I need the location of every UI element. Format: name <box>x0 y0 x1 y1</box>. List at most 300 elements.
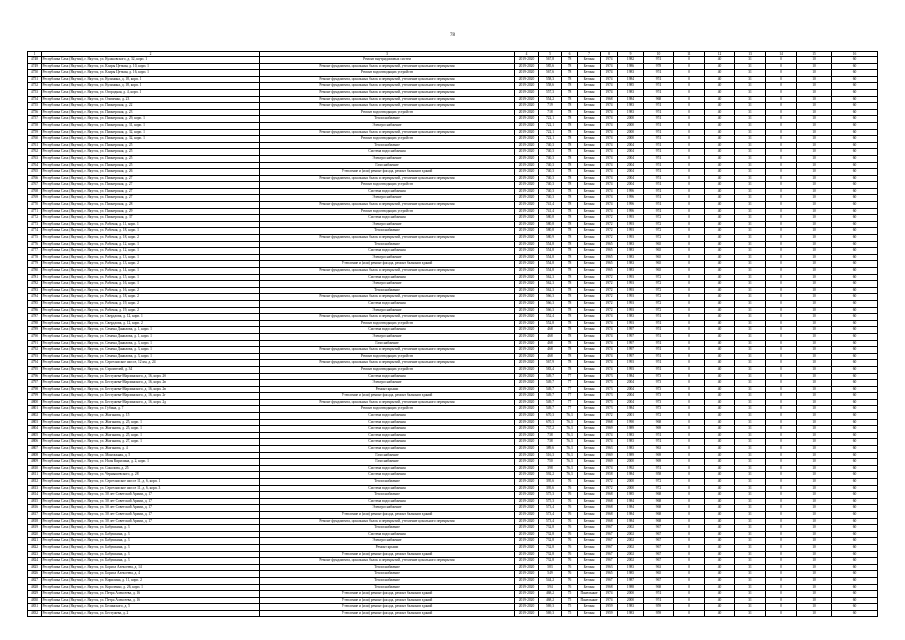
table-cell-col-8: 1973 <box>601 399 618 406</box>
table-cell-col-10: 974 <box>644 591 674 598</box>
table-cell-col-13: 31 <box>735 564 766 571</box>
table-cell-col-4: 2019-2020 <box>515 235 539 242</box>
table-cell-col-8: 1974 <box>601 327 618 334</box>
table-cell-col-12: 40 <box>705 221 735 228</box>
table-cell-col-16: 60 <box>832 268 878 275</box>
table-cell-col-9: 1996 <box>618 202 644 209</box>
table-cell-col-6: 76,3 <box>562 432 578 439</box>
table-cell-col-15: 10 <box>797 531 832 538</box>
table-cell-col-14: 0 <box>766 498 797 505</box>
table-cell-col-5: 585,6 <box>539 63 562 70</box>
table-cell-col-12: 40 <box>705 327 735 334</box>
table-cell-col-15: 10 <box>797 281 832 288</box>
table-cell-col-2: Республика Саха (Якутия), г. Якутск, ул. Бабушкина, д. 3 <box>42 544 260 551</box>
table-cell-col-9: 2002 <box>618 525 644 532</box>
table-cell-col-4: 2019-2020 <box>515 610 539 617</box>
table-cell-col-1: 4760 <box>28 136 42 143</box>
table-cell-col-15: 10 <box>797 366 832 373</box>
table-cell-col-15: 10 <box>797 122 832 129</box>
table-row <box>28 366 878 373</box>
table-cell-col-12: 40 <box>705 485 735 492</box>
table-cell-col-8: 1974 <box>601 465 618 472</box>
table-cell-col-5: 718 <box>539 109 562 116</box>
table-cell-col-1: 4795 <box>28 366 42 373</box>
table-cell-col-11: 0 <box>674 492 705 499</box>
table-cell-col-3: Ремонт фундамента, цокольных балок и перекрытий, утепление цокольного перекрытия <box>260 347 515 354</box>
table-cell-col-2: Республика Саха (Якутия), г. Якутск, ул. Бестужева-Марлинского, д. 16, корп. 2б <box>42 373 260 380</box>
table-cell-col-8: 1974 <box>601 122 618 129</box>
table-cell-col-14: 0 <box>766 63 797 70</box>
table-cell-col-2: Республика Саха (Якутия), г. Якутск, ул. Бестужева-Марлинского, д. 16, корп. 2г <box>42 393 260 400</box>
table-cell-col-2: Республика Саха (Якутия), г. Якутск, ул. Жиганова, д. 25, корп. 1 <box>42 426 260 433</box>
table-cell-col-15: 10 <box>797 479 832 486</box>
table-cell-col-7: Бетонн <box>578 175 601 182</box>
table-cell-col-6: 78 <box>562 215 578 222</box>
table-cell-col-7: Бетонн <box>578 360 601 367</box>
table-cell-col-9: 1997 <box>618 327 644 334</box>
table-cell-col-6: 76 <box>562 564 578 571</box>
table-cell-col-8: 1974 <box>601 195 618 202</box>
table-cell-col-3: Система водоснабжения <box>260 215 515 222</box>
table-cell-col-9: 1983 <box>618 564 644 571</box>
table-cell-col-14: 0 <box>766 155 797 162</box>
table-cell-col-8: 1969 <box>601 459 618 466</box>
table-cell-col-2: Республика Саха (Якутия), г. Якутск, ул. Пионерская, д. 25 <box>42 149 260 156</box>
table-cell-col-7: Бетонн <box>578 472 601 479</box>
table-cell-col-7: Бетонн <box>578 485 601 492</box>
table-cell-col-6: 76,3 <box>562 413 578 420</box>
table-cell-col-5: 740,3 <box>539 162 562 169</box>
table-cell-col-16: 60 <box>832 89 878 96</box>
table-cell-col-2: Республика Саха (Якутия), г. Якутск, ул. Жиганова, д. 25, корп. 1 <box>42 432 260 439</box>
table-cell-col-5: 558,6 <box>539 83 562 90</box>
table-cell-col-7: Бетонн <box>578 479 601 486</box>
table-cell-col-12: 40 <box>705 492 735 499</box>
table-row <box>28 162 878 169</box>
table-cell-col-5: 567,8 <box>539 57 562 64</box>
table-cell-col-10: 965 <box>644 261 674 268</box>
table-cell-col-2: Республика Саха (Якутия), г. Якутск, ул. Бабушкина, д. 3 <box>42 558 260 565</box>
table-cell-col-6: 78 <box>562 340 578 347</box>
table-cell-col-9: 2004 <box>618 155 644 162</box>
table-cell-col-1: 4794 <box>28 360 42 367</box>
page-number: 78 <box>450 33 455 38</box>
table-cell-col-10: 972 <box>644 274 674 281</box>
table-cell-col-4: 2019-2020 <box>515 215 539 222</box>
table-cell-col-6: 78 <box>562 103 578 110</box>
table-cell-col-7: Бетонн <box>578 195 601 202</box>
table-row <box>28 202 878 209</box>
table-cell-col-10: 973 <box>644 373 674 380</box>
table-cell-col-9: 1984 <box>618 472 644 479</box>
table-cell-col-16: 60 <box>832 406 878 413</box>
table-cell-col-7: Бетонн <box>578 254 601 261</box>
table-cell-col-8: 1974 <box>601 188 618 195</box>
table-cell-col-14: 0 <box>766 136 797 143</box>
table-cell-col-3: Электроснабжение <box>260 307 515 314</box>
table-cell-col-12: 40 <box>705 57 735 64</box>
table-cell-col-16: 60 <box>832 83 878 90</box>
table-cell-col-2: Республика Саха (Якутия), г. Якутск, ул. Пионерская, д. 27 <box>42 195 260 202</box>
table-cell-col-11: 0 <box>674 235 705 242</box>
table-cell-col-13: 31 <box>735 413 766 420</box>
table-cell-col-10: 972 <box>644 281 674 288</box>
table-cell-col-5: 740,3 <box>539 182 562 189</box>
table-cell-col-16: 60 <box>832 472 878 479</box>
table-cell-col-6: 78 <box>562 300 578 307</box>
table-cell-col-15: 10 <box>797 432 832 439</box>
table-cell-col-16: 60 <box>832 419 878 426</box>
table-cell-col-4: 2019-2020 <box>515 439 539 446</box>
table-cell-col-12: 40 <box>705 544 735 551</box>
table-cell-col-16: 60 <box>832 439 878 446</box>
table-cell-col-16: 60 <box>832 446 878 453</box>
table-cell-col-6: 78 <box>562 208 578 215</box>
table-cell-col-8: 1967 <box>601 538 618 545</box>
table-cell-col-4: 2019-2020 <box>515 83 539 90</box>
table-cell-col-12: 40 <box>705 604 735 611</box>
table-cell-col-7: Бетонн <box>578 268 601 275</box>
table-cell-col-11: 0 <box>674 221 705 228</box>
table-cell-col-16: 60 <box>832 320 878 327</box>
table-cell-col-16: 60 <box>832 511 878 518</box>
table-cell-col-3: Ремонт водоотводящих устройств <box>260 182 515 189</box>
table-cell-col-15: 10 <box>797 287 832 294</box>
table-cell-col-6: 76 <box>562 544 578 551</box>
table-cell-col-10: 968 <box>644 518 674 525</box>
table-cell-col-12: 40 <box>705 63 735 70</box>
table-cell-col-11: 0 <box>674 136 705 143</box>
table-cell-col-16: 60 <box>832 122 878 129</box>
table-row <box>28 228 878 235</box>
table-cell-col-13: 31 <box>735 571 766 578</box>
table-cell-col-5: 737,2 <box>539 426 562 433</box>
table-cell-col-6: 78 <box>562 235 578 242</box>
table-cell-col-6: 78 <box>562 294 578 301</box>
table-cell-col-1: 4761 <box>28 142 42 149</box>
table-cell-col-9: 2004 <box>618 380 644 387</box>
table-cell-col-3: Ремонт водоотводящих устройств <box>260 109 515 116</box>
table-cell-col-15: 10 <box>797 597 832 604</box>
table-cell-col-4: 2019-2020 <box>515 525 539 532</box>
table-cell-col-15: 10 <box>797 228 832 235</box>
table-row <box>28 439 878 446</box>
table-cell-col-3: Ремонт фундамента, цокольных балок и перекрытий, утепление цокольного перекрытия <box>260 103 515 110</box>
table-cell-col-15: 10 <box>797 162 832 169</box>
table-cell-col-7: Бетонн <box>578 459 601 466</box>
table-cell-col-6: 77 <box>562 373 578 380</box>
table-cell-col-10: 974 <box>644 208 674 215</box>
table-cell-col-10: 974 <box>644 122 674 129</box>
table-cell-col-1: 4831 <box>28 604 42 611</box>
table-cell-col-1: 4788 <box>28 320 42 327</box>
table-cell-col-2: Республика Саха (Якутия), г. Якутск, ул. Бориса Алексеева, д. 14 <box>42 564 260 571</box>
table-cell-col-12: 40 <box>705 83 735 90</box>
table-cell-col-2: Республика Саха (Якутия), г. Якутск, ул. Кузьмина, д. 18, корп. 1 <box>42 76 260 83</box>
table-cell-col-11: 0 <box>674 274 705 281</box>
table-cell-col-8: 1974 <box>601 432 618 439</box>
table-cell-col-7: Бетонн <box>578 142 601 149</box>
table-cell-col-15: 10 <box>797 571 832 578</box>
table-cell-col-3: Ремонт крыши <box>260 544 515 551</box>
table-cell-col-14: 0 <box>766 228 797 235</box>
table-cell-col-7: Бетонн <box>578 122 601 129</box>
table-cell-col-16: 60 <box>832 610 878 617</box>
table-cell-col-7: Бетонн <box>578 333 601 340</box>
table-cell-col-9: 2001 <box>618 413 644 420</box>
table-cell-col-13: 31 <box>735 399 766 406</box>
table-cell-col-1: 4787 <box>28 314 42 321</box>
column-number-15: 15 <box>797 52 832 57</box>
table-cell-col-7: Бетонн <box>578 525 601 532</box>
table-cell-col-8: 1969 <box>601 426 618 433</box>
table-cell-col-13: 31 <box>735 57 766 64</box>
table-cell-col-5: 732,8 <box>539 544 562 551</box>
table-cell-col-4: 2019-2020 <box>515 254 539 261</box>
table-cell-col-7: Бетонн <box>578 413 601 420</box>
table-cell-col-11: 0 <box>674 188 705 195</box>
table-cell-col-3: Ремонт фундамента, цокольных балок и перекрытий, утепление цокольного перекрытия <box>260 399 515 406</box>
table-cell-col-2: Республика Саха (Якутия), г. Якутск, ул. Пионерская, д. 29, корп. 1 <box>42 116 260 123</box>
table-cell-col-4: 2019-2020 <box>515 188 539 195</box>
table-cell-col-13: 31 <box>735 498 766 505</box>
table-cell-col-2: Республика Саха (Якутия), г. Якутск, ул. Петра Алексеева, д. 16 <box>42 591 260 598</box>
table-cell-col-15: 10 <box>797 446 832 453</box>
table-cell-col-16: 60 <box>832 57 878 64</box>
table-cell-col-7: Бетонн <box>578 452 601 459</box>
table-cell-col-2: Республика Саха (Якутия), г. Якутск, ул. Кирилина, д. 11, корп. 2 <box>42 577 260 584</box>
table-cell-col-8: 1972 <box>601 287 618 294</box>
table-row <box>28 406 878 413</box>
table-cell-col-7: Бетонн <box>578 564 601 571</box>
table-cell-col-1: 4825 <box>28 564 42 571</box>
table-cell-col-3: Электроснабжение <box>260 281 515 288</box>
column-number-5: 5 <box>539 52 562 57</box>
table-cell-col-3: Ремонт крыши <box>260 386 515 393</box>
table-cell-col-10: 974 <box>644 129 674 136</box>
table-cell-col-1: 4759 <box>28 129 42 136</box>
table-cell-col-14: 0 <box>766 373 797 380</box>
table-cell-col-5: 516,3 <box>539 452 562 459</box>
table-cell-col-14: 0 <box>766 314 797 321</box>
table-cell-col-16: 60 <box>832 353 878 360</box>
table-cell-col-9: 1984 <box>618 373 644 380</box>
table-cell-col-3: Ремонт фундамента, цокольных балок и перекрытий, утепление цокольного перекрытия <box>260 129 515 136</box>
table-cell-col-1: 4752 <box>28 83 42 90</box>
table-cell-col-16: 60 <box>832 155 878 162</box>
table-cell-col-11: 0 <box>674 103 705 110</box>
table-cell-col-1: 4779 <box>28 261 42 268</box>
table-cell-col-10: 969 <box>644 426 674 433</box>
table-cell-col-13: 31 <box>735 235 766 242</box>
table-cell-col-7: Бетонн <box>578 498 601 505</box>
table-cell-col-15: 10 <box>797 498 832 505</box>
table-row <box>28 83 878 90</box>
table-cell-col-5: 740,3 <box>539 175 562 182</box>
table-cell-col-9: 1993 <box>618 366 644 373</box>
table-cell-col-1: 4832 <box>28 610 42 617</box>
table-cell-col-4: 2019-2020 <box>515 551 539 558</box>
table-cell-col-14: 0 <box>766 235 797 242</box>
table-cell-col-3: Система водоснабжения <box>260 439 515 446</box>
table-cell-col-16: 60 <box>832 202 878 209</box>
table-cell-col-7: Бетонн <box>578 386 601 393</box>
table-cell-col-10: 974 <box>644 149 674 156</box>
table-cell-col-5: 594 <box>539 584 562 591</box>
table-cell-col-8: 1968 <box>601 584 618 591</box>
table-row <box>28 558 878 565</box>
table-cell-col-13: 31 <box>735 294 766 301</box>
table-cell-col-5: 583,4 <box>539 366 562 373</box>
table-cell-col-4: 2019-2020 <box>515 314 539 321</box>
table-cell-col-9: 1983 <box>618 248 644 255</box>
table-cell-col-5: 670,3 <box>539 413 562 420</box>
table-cell-col-2: Республика Саха (Якутия), г. Якутск, ул. Свердлова, д. 12, корп. 1 <box>42 314 260 321</box>
table-cell-col-4: 2019-2020 <box>515 136 539 143</box>
table-cell-col-13: 31 <box>735 446 766 453</box>
table-row <box>28 386 878 393</box>
table-cell-col-5: 738 <box>539 432 562 439</box>
table-cell-col-5: 566,3 <box>539 300 562 307</box>
table-cell-col-15: 10 <box>797 89 832 96</box>
table-cell-col-2: Республика Саха (Якутия), г. Якутск, ул. Соколова, д. 25 <box>42 465 260 472</box>
table-cell-col-9: 2000 <box>618 479 644 486</box>
table-cell-col-10: 959 <box>644 610 674 617</box>
table-cell-col-9: 1983 <box>618 439 644 446</box>
table-cell-col-11: 0 <box>674 610 705 617</box>
table-cell-col-4: 2019-2020 <box>515 221 539 228</box>
table-cell-col-12: 40 <box>705 169 735 176</box>
table-cell-col-9: 1996 <box>618 188 644 195</box>
table-cell-col-10: 974 <box>644 116 674 123</box>
table-cell-col-3: Система водоснабжения <box>260 373 515 380</box>
table-cell-col-16: 60 <box>832 307 878 314</box>
table-cell-col-3: Теплоснабжение <box>260 492 515 499</box>
table-cell-col-15: 10 <box>797 426 832 433</box>
table-cell-col-9: 1993 <box>618 215 644 222</box>
table-cell-col-1: 4818 <box>28 518 42 525</box>
table-cell-col-2: Республика Саха (Якутия), г. Якутск, ул. Рабочая, д. 18, корп. 2 <box>42 235 260 242</box>
table-cell-col-15: 10 <box>797 505 832 512</box>
table-cell-col-2: Республика Саха (Якутия), г. Якутск, ул. Бабушкина, д. 3 <box>42 551 260 558</box>
table-cell-col-8: 1974 <box>601 353 618 360</box>
table-cell-col-14: 0 <box>766 175 797 182</box>
table-row <box>28 142 878 149</box>
table-cell-col-15: 10 <box>797 208 832 215</box>
table-cell-col-8: 1973 <box>601 386 618 393</box>
table-cell-col-15: 10 <box>797 294 832 301</box>
table-cell-col-13: 31 <box>735 518 766 525</box>
table-cell-col-1: 4751 <box>28 76 42 83</box>
table-cell-col-5: 740,3 <box>539 155 562 162</box>
table-cell-col-6: 78 <box>562 142 578 149</box>
table-cell-col-7: Бетонн <box>578 235 601 242</box>
table-cell-col-2: Республика Саха (Якутия), г. Якутск, ул. Жиганова, д. 15 <box>42 413 260 420</box>
table-cell-col-3: Система водоснабжения <box>260 498 515 505</box>
table-cell-col-6: 78 <box>562 195 578 202</box>
table-cell-col-3: Теплоснабжение <box>260 571 515 578</box>
table-row <box>28 215 878 222</box>
table-row <box>28 564 878 571</box>
table-cell-col-10: 967 <box>644 538 674 545</box>
table-cell-col-4: 2019-2020 <box>515 498 539 505</box>
table-cell-col-3: Утепление и (или) ремонт фасада, ремонт балконов зданий <box>260 511 515 518</box>
table-cell-col-1: 4780 <box>28 268 42 275</box>
table-cell-col-8: 1965 <box>601 268 618 275</box>
table-cell-col-5: 552,8 <box>539 320 562 327</box>
table-cell-col-16: 60 <box>832 287 878 294</box>
table-cell-col-1: 4803 <box>28 419 42 426</box>
table-cell-col-10: 967 <box>644 544 674 551</box>
table-cell-col-16: 60 <box>832 63 878 70</box>
table-cell-col-16: 60 <box>832 558 878 565</box>
table-cell-col-3: Электроснабжение <box>260 333 515 340</box>
table-cell-col-8: 1968 <box>601 96 618 103</box>
table-cell-col-4: 2019-2020 <box>515 228 539 235</box>
table-cell-col-15: 10 <box>797 604 832 611</box>
table-cell-col-9: 2000 <box>618 459 644 466</box>
table-cell-col-8: 1959 <box>601 610 618 617</box>
table-cell-col-3: Система водоснабжения <box>260 413 515 420</box>
table-cell-col-3: Газоснабжение <box>260 452 515 459</box>
table-cell-col-9: 1984 <box>618 518 644 525</box>
table-cell-col-15: 10 <box>797 511 832 518</box>
table-cell-col-2: Республика Саха (Якутия), г. Якутск, ул. Рабочая, д. 19, корп. 2 <box>42 307 260 314</box>
table-row <box>28 591 878 598</box>
table-cell-col-11: 0 <box>674 584 705 591</box>
table-row <box>28 432 878 439</box>
table-cell-col-10: 968 <box>644 505 674 512</box>
table-cell-col-15: 10 <box>797 353 832 360</box>
table-cell-col-11: 0 <box>674 248 705 255</box>
table-cell-col-14: 0 <box>766 327 797 334</box>
table-cell-col-6: 78 <box>562 122 578 129</box>
table-cell-col-15: 10 <box>797 472 832 479</box>
table-cell-col-11: 0 <box>674 182 705 189</box>
table-cell-col-2: Республика Саха (Якутия), г. Якутск, ул. Пионерская, д. 27 <box>42 188 260 195</box>
table-cell-col-1: 4828 <box>28 584 42 591</box>
table-cell-col-14: 0 <box>766 472 797 479</box>
table-cell-col-16: 60 <box>832 498 878 505</box>
table-cell-col-2: Республика Саха (Якутия), г. Якутск, ул. Кузьмина, д. 18, корп. 1 <box>42 83 260 90</box>
table-cell-col-14: 0 <box>766 254 797 261</box>
table-cell-col-5: 670,3 <box>539 419 562 426</box>
table-cell-col-13: 31 <box>735 386 766 393</box>
table-cell-col-15: 10 <box>797 63 832 70</box>
table-cell-col-5: 554,8 <box>539 261 562 268</box>
table-cell-col-12: 40 <box>705 215 735 222</box>
table-cell-col-6: 78 <box>562 333 578 340</box>
table-cell-col-3: Система водоснабжения <box>260 248 515 255</box>
table-row <box>28 241 878 248</box>
table-cell-col-1: 4776 <box>28 241 42 248</box>
table-cell-col-12: 40 <box>705 347 735 354</box>
table-cell-col-11: 0 <box>674 604 705 611</box>
table-cell-col-13: 31 <box>735 241 766 248</box>
table-cell-col-10: 963 <box>644 446 674 453</box>
table-cell-col-7: Бетонн <box>578 419 601 426</box>
table-cell-col-16: 60 <box>832 274 878 281</box>
table-cell-col-16: 60 <box>832 70 878 77</box>
table-cell-col-8: 1968 <box>601 505 618 512</box>
table-cell-col-16: 60 <box>832 235 878 242</box>
table-cell-col-9: 2000 <box>618 591 644 598</box>
table-cell-col-15: 10 <box>797 261 832 268</box>
table-cell-col-15: 10 <box>797 116 832 123</box>
table-cell-col-14: 0 <box>766 413 797 420</box>
table-cell-col-12: 40 <box>705 129 735 136</box>
table-cell-col-8: 1967 <box>601 525 618 532</box>
